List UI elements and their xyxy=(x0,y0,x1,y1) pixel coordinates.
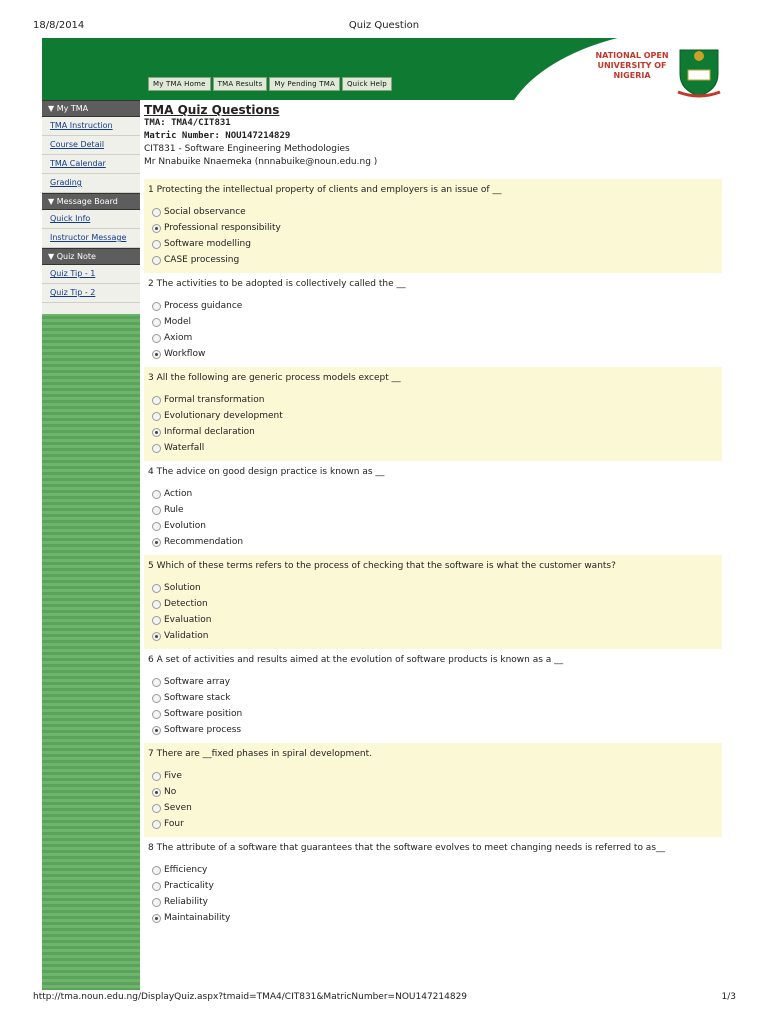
question-block xyxy=(144,273,722,367)
radio-button[interactable] xyxy=(152,256,161,265)
answer-option[interactable] xyxy=(148,910,718,926)
university-crest-icon xyxy=(674,44,724,98)
print-page-number: 1/3 xyxy=(721,992,736,1002)
answer-option[interactable] xyxy=(148,534,718,550)
option-label: Informal declaration xyxy=(164,427,255,437)
sidebar xyxy=(42,100,140,990)
question-text: 1 Protecting the intellectual property of clients and employers is an issue of __ xyxy=(148,185,502,195)
option-label: Software stack xyxy=(164,693,231,703)
answer-option[interactable] xyxy=(148,816,718,832)
answer-option[interactable] xyxy=(148,784,718,800)
option-label: Practicality xyxy=(164,881,214,891)
answer-option[interactable] xyxy=(148,878,718,894)
radio-button[interactable] xyxy=(152,914,161,923)
radio-button[interactable] xyxy=(152,208,161,217)
answer-option[interactable] xyxy=(148,722,718,738)
question-text: 2 The activities to be adopted is collectively called the __ xyxy=(148,279,406,289)
link-instructor-message[interactable]: Instructor Message xyxy=(50,233,127,242)
answer-option[interactable] xyxy=(148,706,718,722)
link-quiz-tip-2[interactable]: Quiz Tip - 2 xyxy=(50,288,96,297)
radio-button[interactable] xyxy=(152,506,161,515)
question-block xyxy=(144,179,722,273)
option-label: Four xyxy=(164,819,184,829)
option-label: Solution xyxy=(164,583,201,593)
radio-button[interactable] xyxy=(152,678,161,687)
print-header xyxy=(0,0,768,36)
answer-option[interactable] xyxy=(148,800,718,816)
radio-button[interactable] xyxy=(152,632,161,641)
answer-option[interactable] xyxy=(148,220,718,236)
link-course-detail[interactable]: Course Detail xyxy=(50,140,105,149)
question-block xyxy=(144,743,722,837)
sidebar-item-quick-info xyxy=(42,210,140,229)
radio-button[interactable] xyxy=(152,600,161,609)
question-text: 4 The advice on good design practice is known as __ xyxy=(148,467,385,477)
answer-option[interactable] xyxy=(148,440,718,456)
radio-button[interactable] xyxy=(152,334,161,343)
answer-option[interactable] xyxy=(148,330,718,346)
option-label: Efficiency xyxy=(164,865,208,875)
answer-option[interactable] xyxy=(148,346,718,362)
radio-button[interactable] xyxy=(152,444,161,453)
course-title: CIT831 - Software Engineering Methodologies xyxy=(144,144,350,154)
answer-option[interactable] xyxy=(148,392,718,408)
answer-option[interactable] xyxy=(148,518,718,534)
print-title: Quiz Question xyxy=(348,20,420,31)
option-label: Seven xyxy=(164,803,192,813)
answer-option[interactable] xyxy=(148,236,718,252)
answer-option[interactable] xyxy=(148,674,718,690)
option-label: Validation xyxy=(164,631,209,641)
option-label: Software process xyxy=(164,725,242,735)
question-block xyxy=(144,461,722,555)
sidebar-section-message-board[interactable]: ▼ Message Board xyxy=(42,193,140,210)
question-block xyxy=(144,649,722,743)
option-label: No xyxy=(164,787,177,797)
answer-option[interactable] xyxy=(148,314,718,330)
matric-number: Matric Number: NOU147214829 xyxy=(144,131,291,141)
option-label: Rule xyxy=(164,505,184,515)
question-text: 5 Which of these terms refers to the process of checking that the software is what the customer wants? xyxy=(148,561,616,571)
sidebar-item-tma-instruction xyxy=(42,117,140,136)
top-nav xyxy=(148,77,392,91)
print-url: http://tma.noun.edu.ng/DisplayQuiz.aspx?tmaid=TMA4/CIT831&MatricNumber=NOU147214829 xyxy=(33,992,468,1002)
answer-option[interactable] xyxy=(148,628,718,644)
answer-option[interactable] xyxy=(148,894,718,910)
sidebar-section-my-tma[interactable]: ▼ My TMA xyxy=(42,100,140,117)
radio-button[interactable] xyxy=(152,710,161,719)
radio-button[interactable] xyxy=(152,240,161,249)
nav-my-tma-home[interactable]: My TMA Home xyxy=(148,77,211,91)
question-block xyxy=(144,367,722,461)
option-label: Reliability xyxy=(164,897,208,907)
option-label: Evolutionary development xyxy=(164,411,283,421)
answer-option[interactable] xyxy=(148,408,718,424)
radio-button[interactable] xyxy=(152,428,161,437)
answer-option[interactable] xyxy=(148,612,718,628)
nav-tma-results[interactable]: TMA Results xyxy=(213,77,268,91)
sidebar-item-tma-calendar xyxy=(42,155,140,174)
sidebar-item-quiz-tip-1 xyxy=(42,265,140,284)
option-label: Model xyxy=(164,317,192,327)
answer-option[interactable] xyxy=(148,768,718,784)
radio-button[interactable] xyxy=(152,820,161,829)
sidebar-menu xyxy=(42,100,140,314)
link-tma-instruction[interactable]: TMA Instruction xyxy=(50,121,113,130)
link-tma-calendar[interactable]: TMA Calendar xyxy=(50,159,106,168)
answer-option[interactable] xyxy=(148,596,718,612)
print-date: 18/8/2014 xyxy=(33,20,85,31)
radio-button[interactable] xyxy=(152,350,161,359)
radio-button[interactable] xyxy=(152,882,161,891)
question-text: 7 There are __fixed phases in spiral development. xyxy=(148,749,372,759)
option-label: Formal transformation xyxy=(164,395,265,405)
tma-id: TMA: TMA4/CIT831 xyxy=(144,118,231,128)
answer-option[interactable] xyxy=(148,580,718,596)
radio-button[interactable] xyxy=(152,772,161,781)
option-label: Process guidance xyxy=(164,301,243,311)
option-label: Professional responsibility xyxy=(164,223,281,233)
option-label: CASE processing xyxy=(164,255,240,265)
option-label: Evaluation xyxy=(164,615,212,625)
answer-option[interactable] xyxy=(148,298,718,314)
radio-button[interactable] xyxy=(152,302,161,311)
radio-button[interactable] xyxy=(152,898,161,907)
option-label: Social observance xyxy=(164,207,246,217)
answer-option[interactable] xyxy=(148,502,718,518)
option-label: Maintainability xyxy=(164,913,231,923)
radio-button[interactable] xyxy=(152,538,161,547)
question-list xyxy=(144,179,722,931)
answer-option[interactable] xyxy=(148,204,718,220)
radio-button[interactable] xyxy=(152,788,161,797)
option-label: Workflow xyxy=(164,349,206,359)
answer-option[interactable] xyxy=(148,424,718,440)
nav-quick-help[interactable]: Quick Help xyxy=(342,77,392,91)
radio-button[interactable] xyxy=(152,616,161,625)
link-quiz-tip-1[interactable]: Quiz Tip - 1 xyxy=(50,269,96,278)
option-label: Axiom xyxy=(164,333,193,343)
option-label: Evolution xyxy=(164,521,206,531)
option-label: Five xyxy=(164,771,182,781)
radio-button[interactable] xyxy=(152,694,161,703)
option-label: Software array xyxy=(164,677,231,687)
sidebar-item-instructor-message xyxy=(42,229,140,248)
option-label: Software modelling xyxy=(164,239,251,249)
answer-option[interactable] xyxy=(148,690,718,706)
university-name: NATIONAL OPEN UNIVERSITY OF NIGERIA xyxy=(595,51,669,80)
question-text: 8 The attribute of a software that guarantees that the software evolves to meet changing needs is referred to as__ xyxy=(148,843,666,853)
radio-button[interactable] xyxy=(152,224,161,233)
radio-button[interactable] xyxy=(152,866,161,875)
radio-button[interactable] xyxy=(152,804,161,813)
page-title: TMA Quiz Questions xyxy=(144,103,280,117)
answer-option[interactable] xyxy=(148,486,718,502)
header-banner xyxy=(42,38,734,100)
nav-my-pending-tma[interactable]: My Pending TMA xyxy=(269,77,340,91)
option-label: Software position xyxy=(164,709,243,719)
content-area xyxy=(42,100,734,990)
link-quick-info[interactable]: Quick Info xyxy=(50,214,91,223)
radio-button[interactable] xyxy=(152,522,161,531)
radio-button[interactable] xyxy=(152,490,161,499)
question-text: 3 All the following are generic process models except __ xyxy=(148,373,401,383)
radio-button[interactable] xyxy=(152,584,161,593)
radio-button[interactable] xyxy=(152,412,161,421)
radio-button[interactable] xyxy=(152,396,161,405)
sidebar-item-grading xyxy=(42,174,140,193)
option-label: Action xyxy=(164,489,193,499)
answer-option[interactable] xyxy=(148,252,718,268)
question-text: 6 A set of activities and results aimed at the evolution of software products is known as a __ xyxy=(148,655,564,665)
link-grading[interactable]: Grading xyxy=(50,178,82,187)
instructor-name: Mr Nnabuike Nnaemeka (nnnabuike@noun.edu.ng ) xyxy=(144,157,378,167)
print-footer xyxy=(0,992,768,1012)
question-block xyxy=(144,837,722,931)
question-block xyxy=(144,555,722,649)
radio-button[interactable] xyxy=(152,318,161,327)
radio-button[interactable] xyxy=(152,726,161,735)
option-label: Recommendation xyxy=(164,537,244,547)
answer-option[interactable] xyxy=(148,862,718,878)
sidebar-item-course-detail xyxy=(42,136,140,155)
option-label: Waterfall xyxy=(164,443,205,453)
option-label: Detection xyxy=(164,599,208,609)
sidebar-section-quiz-note[interactable]: ▼ Quiz Note xyxy=(42,248,140,265)
sidebar-item-quiz-tip-2 xyxy=(42,284,140,303)
main-content xyxy=(144,100,722,990)
quiz-page xyxy=(42,38,734,990)
